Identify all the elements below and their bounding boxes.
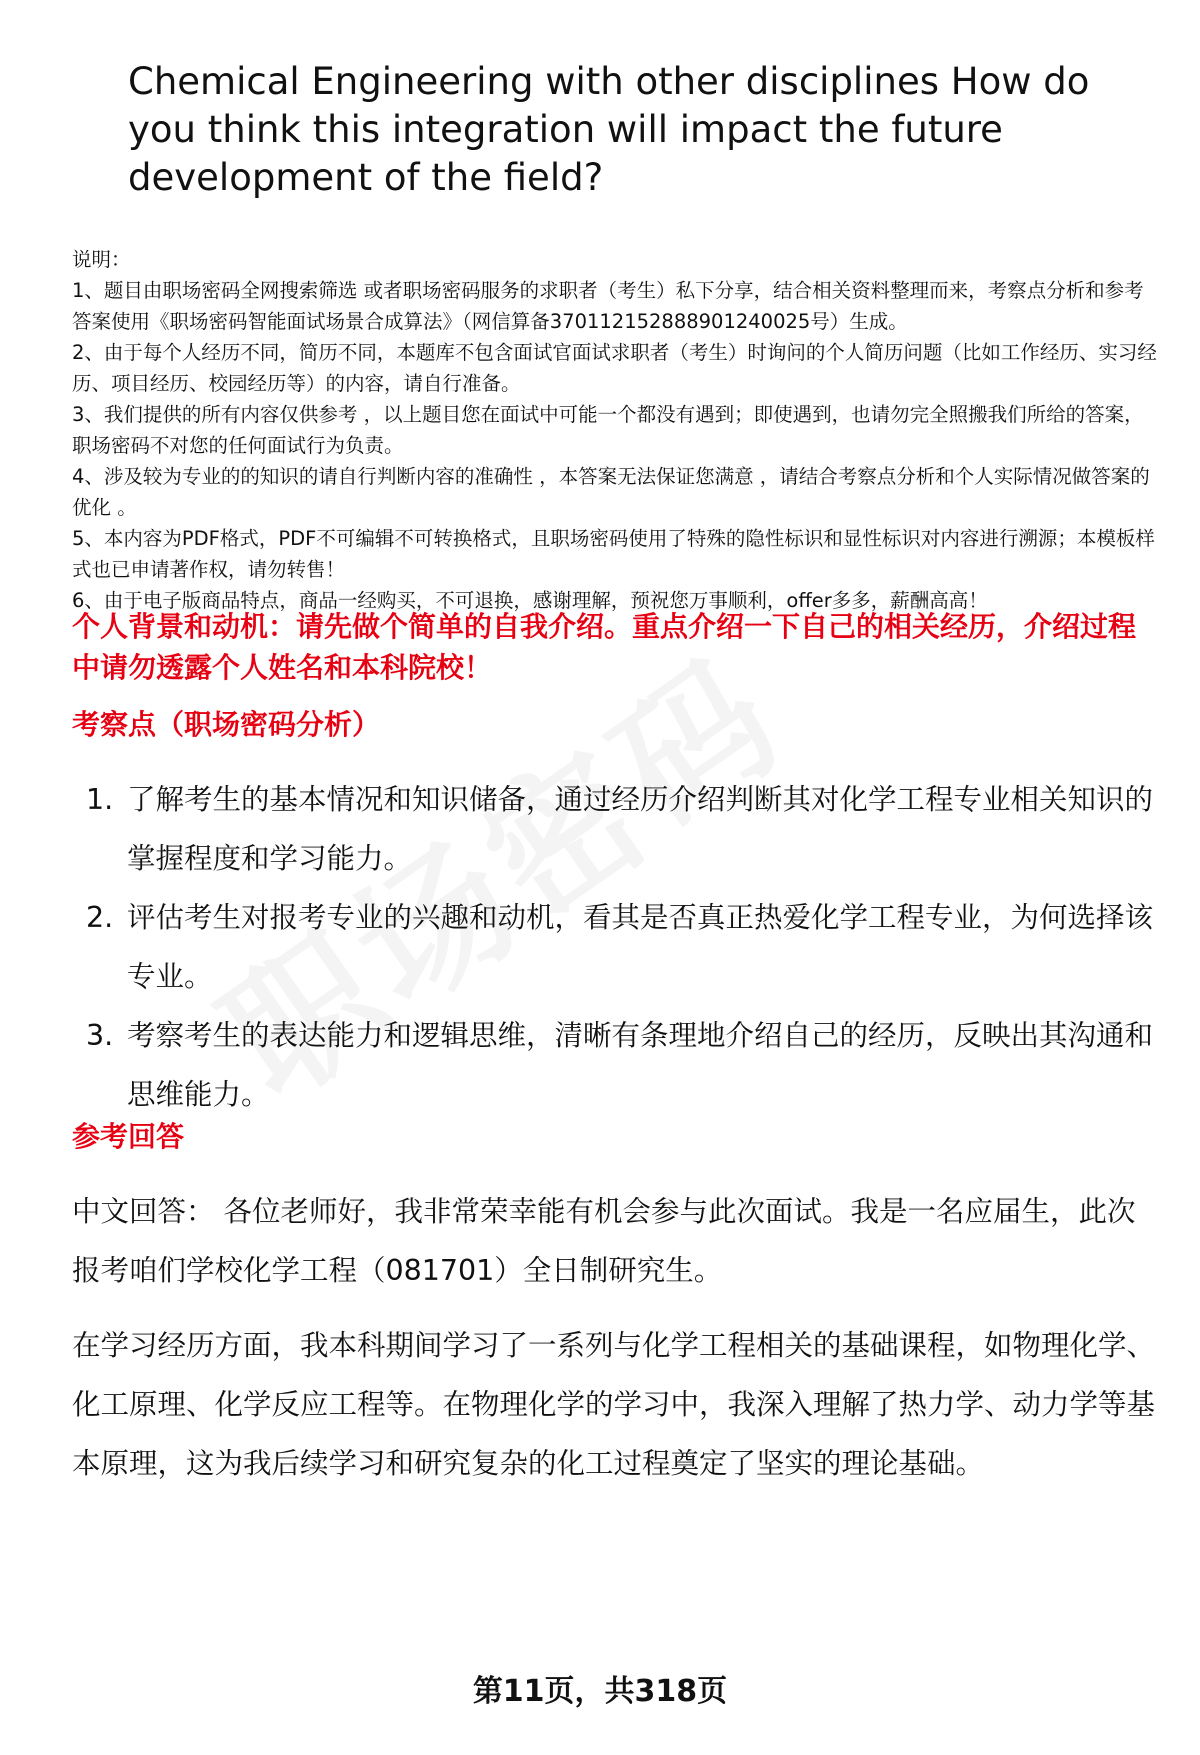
analysis-point-text: 评估考生对报考专业的兴趣和动机，看其是否真正热爱化学工程专业，为何选择该专业。 xyxy=(127,901,1154,993)
reference-answer-title: 参考回答 xyxy=(72,1120,185,1153)
analysis-point-number: 3. xyxy=(86,1019,114,1052)
personal-background-prompt: 个人背景和动机：请先做个简单的自我介绍。重点介绍一下自己的相关经历，介绍过程中请勿透露个人姓名和本科院校！ xyxy=(72,610,1137,684)
analysis-point-text: 考察考生的表达能力和逻辑思维，清晰有条理地介绍自己的经历，反映出其沟通和思维能力。 xyxy=(127,1019,1154,1111)
page-footer: 第11页，共318页 xyxy=(472,1674,728,1709)
note-item: 4、涉及较为专业的的知识的请自行判断内容的准确性 ，本答案无法保证您满意 ，请结合考察点分析和个人实际情况做答案的优化 。 xyxy=(72,465,1150,519)
note-item: 2、由于每个人经历不同，简历不同，本题库不包含面试官面试求职者（考生）时询问的个人简历问题（比如工作经历、实习经历、项目经历、校园经历等）的内容，请自行准备。 xyxy=(72,341,1157,395)
notes-heading: 说明： xyxy=(72,248,131,271)
analysis-point xyxy=(72,770,1162,888)
answer-paragraph: 中文回答： 各位老师好，我非常荣幸能有机会参与此次面试。我是一名应届生，此次报考咱们学校化学工程（081701）全日制研究生。 xyxy=(72,1195,1136,1287)
notes-section xyxy=(72,244,1162,616)
note-item: 5、本内容为PDF格式，PDF不可编辑不可转换格式，且职场密码使用了特殊的隐性标识和显性标识对内容进行溯源；本模板样式也已申请著作权，请勿转售！ xyxy=(72,527,1155,581)
analysis-point xyxy=(72,1006,1162,1124)
analysis-list xyxy=(72,770,1162,1124)
analysis-point-number: 1. xyxy=(86,783,114,816)
analysis-point xyxy=(72,888,1162,1006)
note-item: 1、题目由职场密码全网搜索筛选 或者职场密码服务的求职者（考生）私下分享，结合相关资料整理而来，考察点分析和参考答案使用《职场密码智能面试场景合成算法》（网信算备370112152888901240025号）生成。 xyxy=(72,279,1144,333)
analysis-point-text: 了解考生的基本情况和知识储备，通过经历介绍判断其对化学工程专业相关知识的掌握程度和学习能力。 xyxy=(127,783,1154,875)
note-item: 3、我们提供的所有内容仅供参考 ，以上题目您在面试中可能一个都没有遇到；即使遇到，也请勿完全照搬我们所给的答案，职场密码不对您的任何面试行为负责。 xyxy=(72,403,1144,457)
analysis-point-number: 2. xyxy=(86,901,114,934)
analysis-title: 考察点（职场密码分析） xyxy=(72,708,381,741)
question-text: Chemical Engineering with other disciplines How do you think this integration will impact the future development of the field? xyxy=(128,60,1090,199)
note-item: 6、由于电子版商品特点，商品一经购买，不可退换，感谢理解，预祝您万事顺利，offer多多，薪酬高高！ xyxy=(72,589,988,612)
answer-paragraph: 在学习经历方面，我本科期间学习了一系列与化学工程相关的基础课程，如物理化学、化工原理、化学反应工程等。在物理化学的学习中，我深入理解了热力学、动力学等基本原理，这为我后续学习和研究复杂的化工过程奠定了坚实的理论基础。 xyxy=(72,1329,1156,1480)
